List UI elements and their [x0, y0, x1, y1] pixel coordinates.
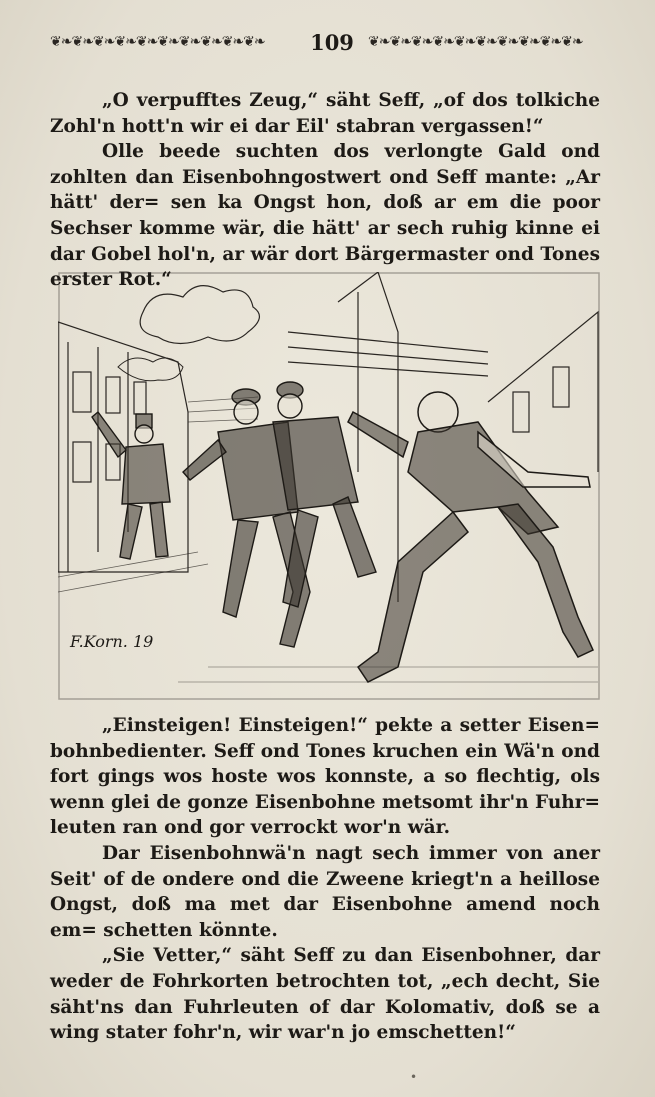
header-ornament-right: ❦❧❦❧❦❧❦❧❦❧❦❧❦❧❦❧❦❧❦❧ [368, 34, 583, 50]
page-number: 109 [310, 30, 354, 55]
text-block-bottom [50, 713, 600, 1046]
paragraph: „Sie Vetter,“ säht Seff zu dan Eisenbohner, dar weder de Fohrkorten betrochten tot, „ech decht, Sie säht'ns dan Fuhrleuten of dar Kolomativ, doß se a wing stater fohr'n, wir war'n jo emschetten!“ [50, 945, 600, 1044]
paragraph: „Einsteigen! Einsteigen!“ pekte a setter Eisen= bohnbedienter. Seff ond Tones kruchen ein Wä'n ond fort gings wos hoste wos konnste, a so flechtig, ols wenn glei de gonze Eisenbohne metsomt ihr'n Fuhr= leuten ran ond gor verrockt wor'n wär. [50, 715, 600, 839]
paragraph: Olle beede suchten dos verlongte Gald ond zohlten dan Eisenbohngostwert ond Seff mante: „Ar hätt' der= sen ka Ongst hon, doß ar em die poor Sechser komme wär, die hätt' ar sech ruhig kinne ei dar Gobel hol'n, ar wär dort Bärgermaster ond Tones erster Rot.“ [50, 141, 600, 291]
footer-mark: • [410, 1070, 418, 1084]
header-ornament-left: ❦❧❦❧❦❧❦❧❦❧❦❧❦❧❦❧❦❧❦❧ [50, 34, 265, 50]
page-header [50, 30, 605, 58]
text-block-top [50, 88, 600, 293]
artist-signature: F.Korn. 19 [70, 632, 154, 651]
paragraph: „O verpufftes Zeug,“ säht Seff, „of dos tolkiche Zohl'n hott'n wir ei dar Eil' stabran vergassen!“ [50, 90, 600, 137]
paragraph: Dar Eisenbohnwä'n nagt sech immer von aner Seit' of de ondere ond die Zweene kriegt'n a heillose Ongst, doß ma met dar Eisenbohne amend noch em= schetten könnte. [50, 842, 600, 941]
